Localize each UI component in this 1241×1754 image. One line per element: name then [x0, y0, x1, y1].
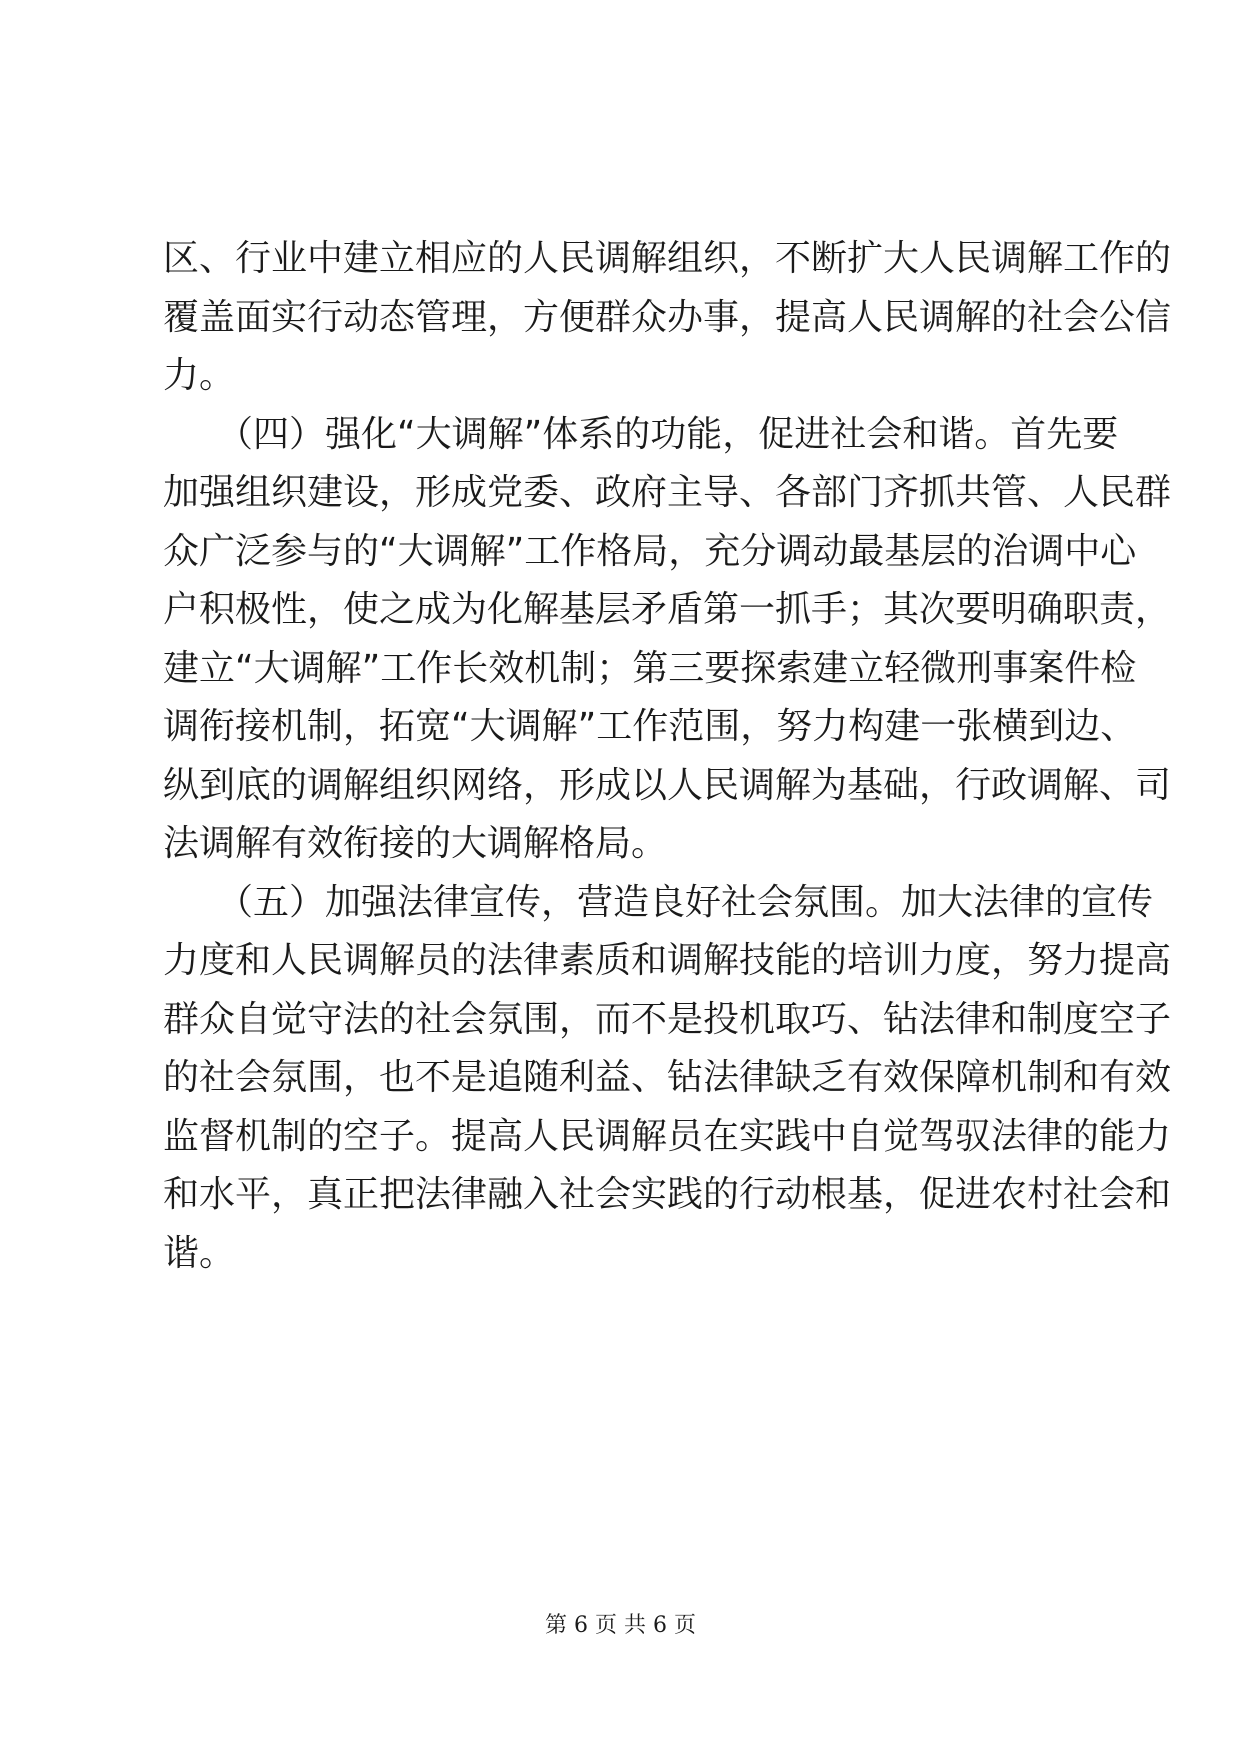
document-body — [163, 230, 1172, 1283]
text-line: （四）强化“大调解”体系的功能，促进社会和谐。首先要 — [163, 413, 1119, 455]
text-line: 众广泛参与的“大调解”工作格局，充分调动最基层的治调中心 — [163, 530, 1137, 572]
text-line: 纵到底的调解组织网络，形成以人民调解为基础，行政调解、司 — [163, 764, 1172, 806]
text-line: 群众自觉守法的社会氛围，而不是投机取巧、钻法律和制度空子 — [163, 998, 1172, 1040]
text-line: 覆盖面实行动态管理，方便群众办事，提高人民调解的社会公信 — [163, 296, 1172, 338]
text-line: 谐。 — [163, 1232, 236, 1274]
text-line: 的社会氛围，也不是追随利益、钻法律缺乏有效保障机制和有效 — [163, 1057, 1172, 1098]
text-line: （五）加强法律宣传，营造良好社会氛围。加大法律的宣传 — [163, 881, 1154, 923]
text-line: 区、行业中建立相应的人民调解组织，不断扩大人民调解工作的 — [163, 238, 1172, 279]
text-line: 力度和人民调解员的法律素质和调解技能的培训力度，努力提高 — [163, 940, 1172, 981]
text-line: 加强组织建设，形成党委、政府主导、各部门齐抓共管、人民群 — [163, 472, 1172, 513]
text-line: 法调解有效衔接的大调解格局。 — [163, 823, 668, 864]
text-line: 调衔接机制，拓宽“大调解”工作范围，努力构建一张横到边、 — [163, 706, 1137, 747]
text-line: 户积极性，使之成为化解基层矛盾第一抓手；其次要明确职责， — [163, 589, 1172, 630]
text-line: 监督机制的空子。提高人民调解员在实践中自觉驾驭法律的能力 — [163, 1115, 1172, 1157]
text-line: 力。 — [163, 355, 236, 396]
page-number-footer: 第 6 页 共 6 页 — [545, 1613, 696, 1638]
text-line: 建立“大调解”工作长效机制；第三要探索建立轻微刑事案件检 — [163, 647, 1137, 689]
text-line: 和水平，真正把法律融入社会实践的行动根基，促进农村社会和 — [163, 1174, 1172, 1215]
